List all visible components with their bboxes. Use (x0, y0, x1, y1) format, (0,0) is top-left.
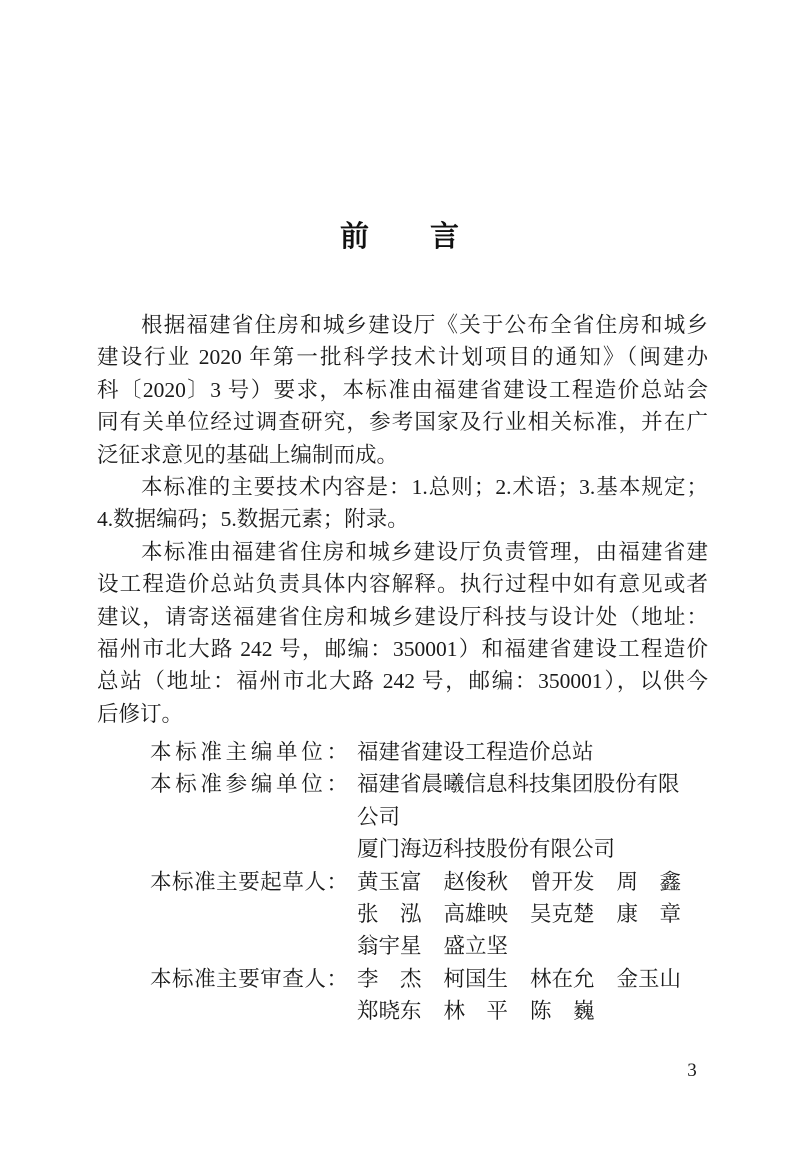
credit-value-line: 厦门海迈科技股份有限公司 (357, 837, 616, 862)
person-name: 翁宇星 (357, 934, 422, 959)
person-name: 赵俊秋 (443, 869, 509, 894)
credit-value-line: 福建省建设工程造价总站 (357, 740, 594, 764)
body-line: 总站（地址：福州市北大路 242 号，邮编：350001），以供今 (97, 669, 708, 694)
person-name: 曾开发 (530, 869, 595, 894)
credit-row-drafters (150, 866, 708, 963)
person-name: 林在允 (530, 966, 595, 991)
body-line: 建议，请寄送福建省住房和城乡建设厅科技与设计处（地址： (97, 604, 708, 629)
credit-value (357, 963, 708, 1028)
person-name: 柯国生 (443, 966, 509, 991)
person-name: 周 鑫 (616, 869, 682, 894)
credit-value (357, 866, 708, 963)
name-row (357, 995, 708, 1027)
person-name: 吴克楚 (530, 901, 595, 926)
person-name: 陈 巍 (530, 999, 595, 1024)
name-row (357, 898, 708, 930)
credit-row-co-editors (150, 768, 708, 865)
name-row (357, 866, 708, 898)
credit-value (357, 768, 708, 865)
credit-label: 本标准主要审查人： (150, 966, 348, 991)
body-line: 泛征求意见的基础上编制而成。 (97, 442, 399, 467)
body-line: 建设行业 2020 年第一批科学技术计划项目的通知》（闽建办 (97, 345, 708, 370)
name-row (357, 963, 708, 995)
person-name: 李 杰 (357, 966, 422, 991)
body-line: 设工程造价总站负责具体内容解释。执行过程中如有意见或者 (97, 572, 708, 597)
credit-value (357, 736, 708, 768)
person-name: 高雄映 (443, 901, 509, 926)
person-name: 张 泓 (357, 901, 422, 926)
body-line: 4.数据编码；5.数据元素；附录。 (97, 507, 409, 532)
person-name: 郑晓东 (357, 999, 422, 1024)
credit-label: 本标准参编单位： (150, 772, 348, 797)
credits-section (150, 736, 708, 1028)
person-name: 林 平 (443, 999, 509, 1024)
person-name: 康 章 (616, 901, 682, 926)
body-line: 福州市北大路 242 号，邮编：350001）和福建省建设工程造价 (97, 636, 708, 661)
body-line: 同有关单位经过调查研究，参考国家及行业相关标准，并在广 (97, 410, 708, 435)
body-line: 根据福建省住房和城乡建设厅《关于公布全省住房和城乡 (141, 313, 708, 337)
person-name: 盛立坚 (443, 934, 509, 959)
person-name: 金玉山 (616, 966, 682, 991)
credit-value-line: 公司 (357, 804, 401, 829)
person-name: 黄玉富 (357, 869, 422, 894)
body-line: 本标准由福建省住房和城乡建设厅负责管理，由福建省建 (141, 539, 708, 564)
page-title: 前 言 (339, 221, 460, 253)
name-row (357, 930, 708, 962)
credit-label: 本标准主编单位： (150, 740, 348, 764)
preface-body (97, 309, 708, 730)
credit-row-chief-editor (150, 736, 708, 768)
body-line: 后修订。 (97, 701, 184, 726)
credit-row-reviewers (150, 963, 708, 1028)
credit-label: 本标准主要起草人： (150, 869, 348, 894)
body-line: 科〔2020〕3 号）要求，本标准由福建省建设工程造价总站会 (97, 377, 708, 402)
page-number: 3 (687, 1060, 697, 1081)
body-line: 本标准的主要技术内容是：1.总则；2.术语；3.基本规定； (141, 474, 708, 499)
credit-value-line: 福建省晨曦信息科技集团股份有限 (357, 772, 680, 797)
